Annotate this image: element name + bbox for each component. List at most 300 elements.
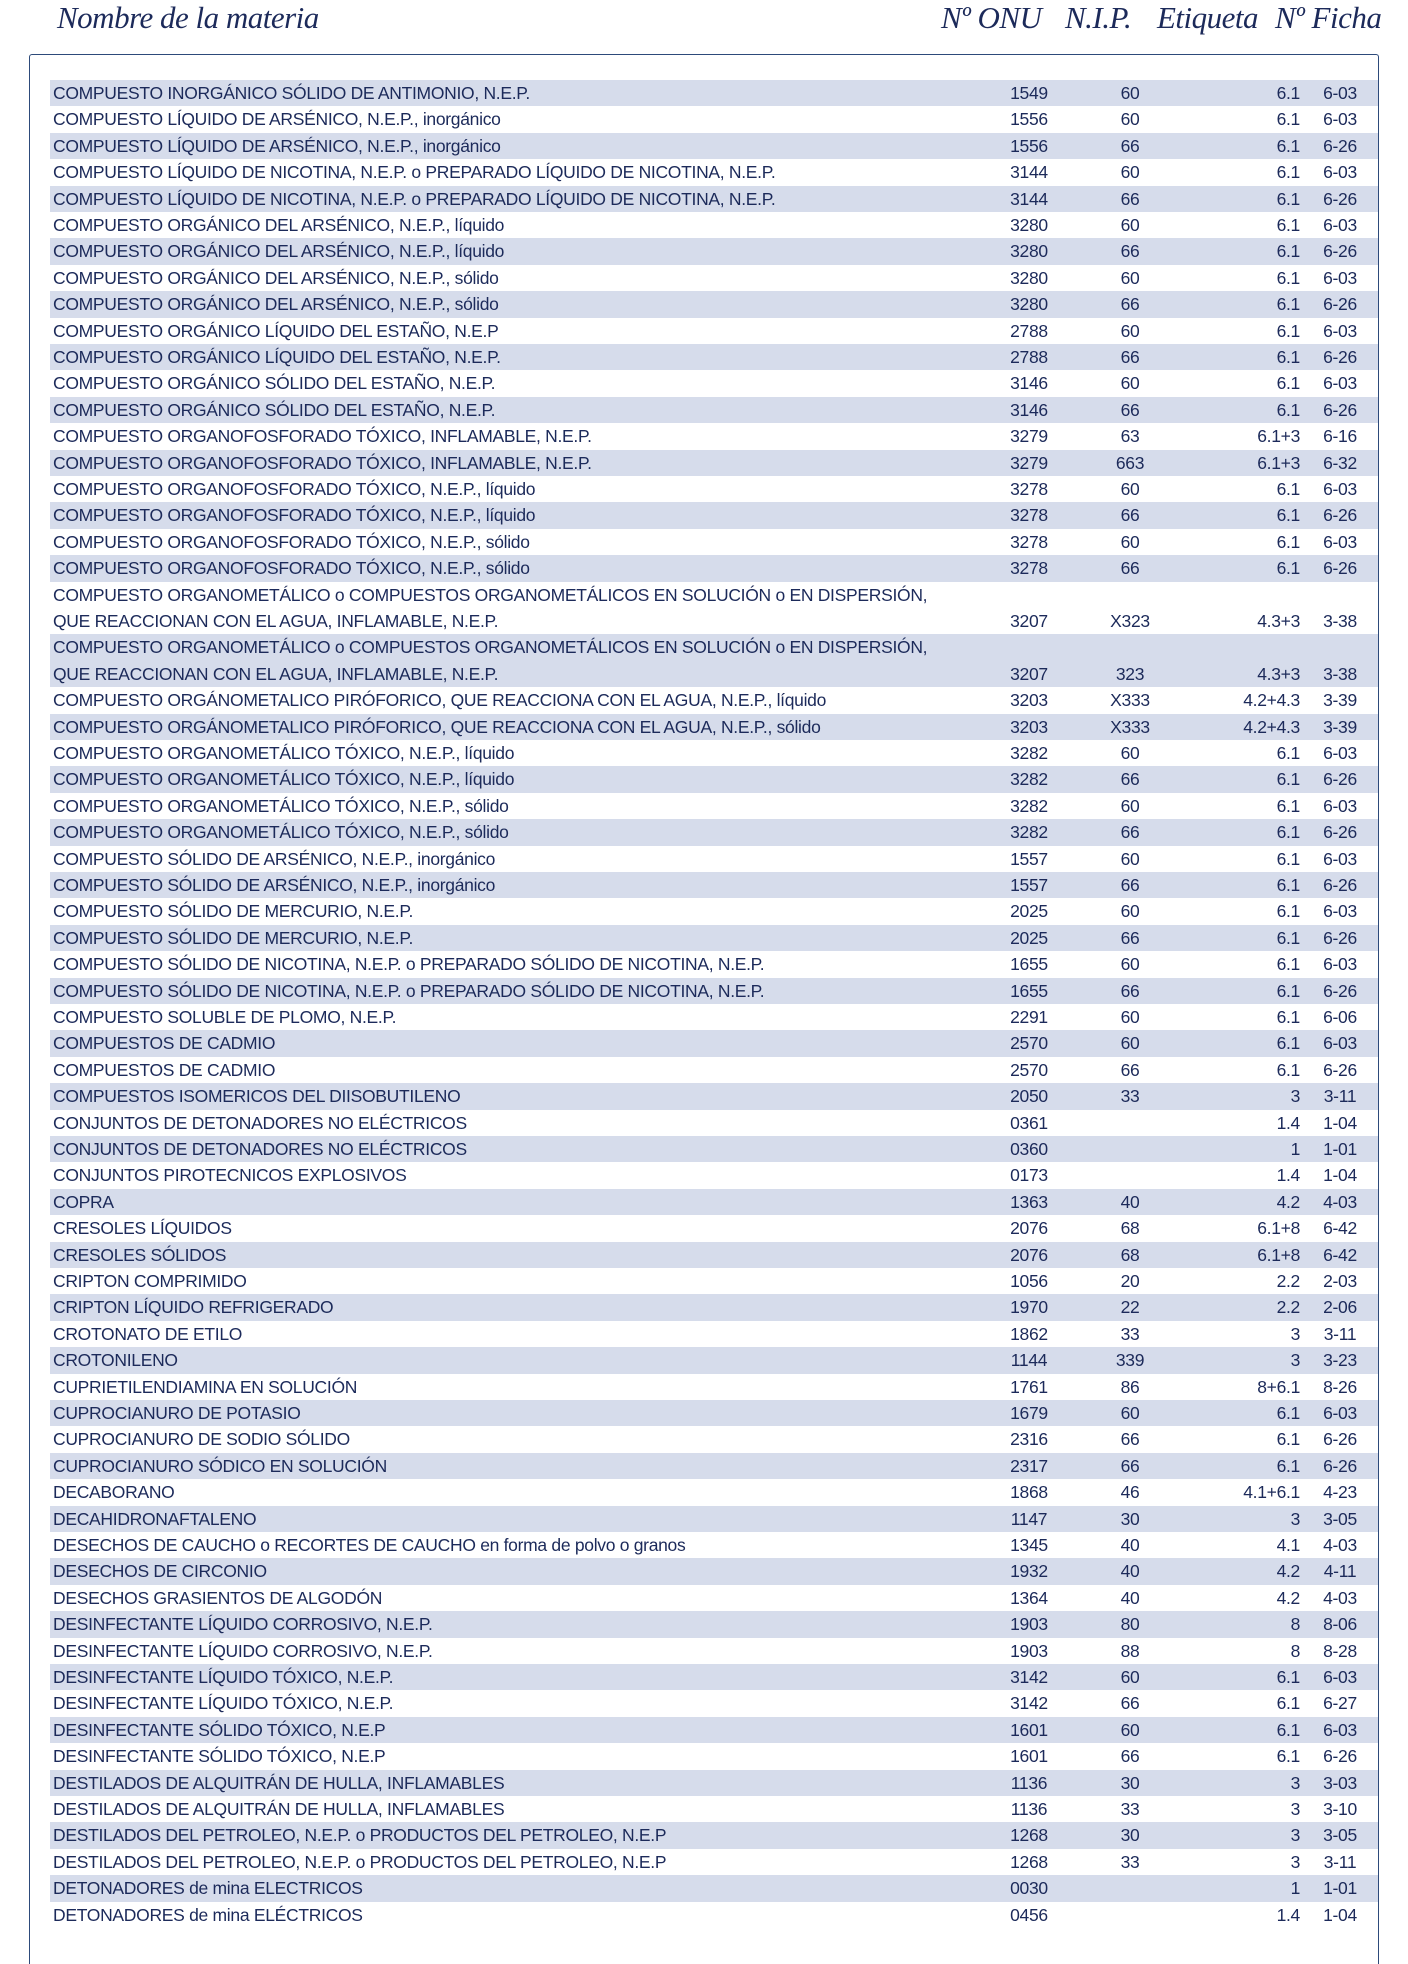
cell-name: COMPUESTO ORGANOFOSFORADO TÓXICO, N.E.P., líquido [53,479,536,499]
cell-onu: 0030 [1010,1878,1048,1899]
cell-onu: 1655 [1010,954,1048,975]
cell-onu: 1364 [1010,1587,1048,1608]
cell-etiqueta: 1.4 [1276,1165,1300,1186]
table-row [50,80,1378,106]
cell-etiqueta: 2.2 [1276,1297,1300,1318]
cell-nip: 60 [1120,162,1140,183]
cell-name: CUPRIETILENDIAMINA EN SOLUCIÓN [53,1376,358,1397]
cell-nip: 66 [1120,1746,1140,1767]
cell-etiqueta: 4.3+3 [1257,610,1300,631]
table-row [50,344,1378,370]
cell-name: DESINFECTANTE LÍQUIDO TÓXICO, N.E.P. [53,1667,394,1687]
header-name: Nombre de la materia [57,0,319,35]
cell-onu: 1549 [1010,83,1048,103]
cell-nip: 30 [1120,1825,1140,1846]
cell-etiqueta: 3 [1290,1086,1300,1107]
cell-nip: 33 [1120,1323,1140,1344]
cell-nip: 40 [1120,1561,1140,1582]
cell-ficha: 6-03 [1323,267,1357,288]
cell-ficha: 6-03 [1323,743,1357,763]
cell-ficha: 4-03 [1323,1535,1357,1555]
cell-etiqueta: 6.1 [1276,215,1300,235]
cell-ficha: 6-03 [1323,1403,1357,1423]
cell-name: COMPUESTOS DE CADMIO [53,1033,276,1054]
cell-onu: 1868 [1010,1482,1048,1503]
cell-onu: 1903 [1010,1614,1048,1635]
cell-etiqueta: 6.1 [1276,954,1300,975]
cell-name: COMPUESTO SOLUBLE DE PLOMO, N.E.P. [53,1007,397,1027]
cell-name: DESTILADOS DE ALQUITRÁN DE HULLA, INFLAMABLES [53,1799,505,1819]
cell-name: COMPUESTO SÓLIDO DE NICOTINA, N.E.P. o PREPARADO SÓLIDO DE NICOTINA, N.E.P. [53,954,765,975]
cell-onu: 3142 [1010,1667,1048,1687]
cell-etiqueta: 6.1 [1276,399,1300,420]
cell-ficha: 6-42 [1323,1244,1357,1265]
cell-ficha: 4-03 [1323,1587,1357,1608]
table-row [50,1162,1378,1188]
table-row [50,1506,1378,1532]
cell-name: COMPUESTO ORGANOMETÁLICO TÓXICO, N.E.P., sólido [53,795,509,816]
table-row [50,1453,1378,1479]
cell-onu: 3280 [1010,215,1048,235]
table-row [50,846,1378,872]
cell-nip: 86 [1120,1376,1140,1397]
cell-name: DETONADORES de mina ELÉCTRICOS [53,1904,363,1925]
cell-name: COMPUESTO ORGANOMETÁLICO TÓXICO, N.E.P., líquido [53,769,515,790]
table-row [50,687,1378,713]
cell-nip: 60 [1120,954,1140,975]
table-row [50,1347,1378,1373]
table-row [50,106,1378,132]
cell-ficha: 3-03 [1323,1772,1357,1793]
cell-onu: 2025 [1010,927,1048,948]
table-row [50,740,1378,766]
table-row [50,502,1378,528]
cell-nip: 60 [1120,1403,1140,1423]
cell-nip: 66 [1120,347,1140,367]
cell-etiqueta: 6.1 [1276,743,1300,763]
cell-etiqueta: 1.4 [1276,1904,1300,1925]
cell-nip: 60 [1120,848,1140,869]
cell-ficha: 6-03 [1323,215,1357,235]
cell-name: CUPROCIANURO DE POTASIO [53,1403,301,1423]
cell-nip: 60 [1120,83,1140,103]
cell-name: COMPUESTO ORGÁNICO SÓLIDO DEL ESTAÑO, N.E.P. [53,373,496,394]
cell-name: COMPUESTOS ISOMERICOS DEL DIISOBUTILENO [53,1086,461,1107]
cell-name: CRESOLES SÓLIDOS [53,1244,227,1265]
cell-onu: 1601 [1010,1746,1048,1767]
cell-etiqueta: 6.1 [1276,188,1300,209]
cell-name: COMPUESTO SÓLIDO DE ARSÉNICO, N.E.P., inorgánico [53,875,496,895]
cell-nip: 46 [1120,1482,1140,1503]
table-row [50,1611,1378,1637]
cell-name: DESECHOS DE CIRCONIO [53,1561,267,1582]
cell-etiqueta: 6.1 [1276,1059,1300,1080]
cell-nip: 40 [1120,1191,1140,1212]
cell-nip: 68 [1120,1244,1140,1265]
cell-onu: 1601 [1010,1719,1048,1740]
cell-ficha: 4-03 [1323,1191,1357,1212]
cell-etiqueta: 6.1+3 [1257,426,1300,447]
cell-ficha: 1-04 [1323,1904,1357,1925]
table-row [50,1110,1378,1136]
cell-etiqueta: 6.1 [1276,373,1300,394]
cell-name: COMPUESTO ORGANOFOSFORADO TÓXICO, N.E.P., líquido [53,505,536,526]
table-row [50,1189,1378,1215]
cell-etiqueta: 4.2+4.3 [1243,690,1300,711]
cell-name: CRIPTON COMPRIMIDO [53,1271,247,1291]
cell-nip: 33 [1120,1851,1140,1872]
cell-onu: 1970 [1010,1297,1048,1318]
cell-nip: 60 [1120,109,1140,130]
cell-onu: 3279 [1010,452,1048,473]
cell-onu: 3282 [1010,743,1048,763]
cell-nip: 60 [1120,743,1140,763]
cell-etiqueta: 6.1 [1276,347,1300,367]
cell-ficha: 6-03 [1323,901,1357,922]
cell-onu: 3280 [1010,294,1048,315]
cell-ficha: 6-26 [1323,347,1357,367]
cell-nip: 40 [1120,1587,1140,1608]
table-header [0,0,1408,44]
cell-ficha: 6-03 [1323,795,1357,816]
cell-onu: 1679 [1010,1403,1048,1423]
cell-nip: 60 [1120,320,1140,341]
cell-name: COMPUESTO ORGANOFOSFORADO TÓXICO, INFLAMABLE, N.E.P. [53,452,592,473]
cell-nip: 60 [1120,1719,1140,1740]
table-row [50,318,1378,344]
table-row [50,925,1378,951]
cell-name: COMPUESTO ORGÁNICO DEL ARSÉNICO, N.E.P., sólido [53,294,499,315]
table-row [50,450,1378,476]
cell-nip: 66 [1120,241,1140,262]
cell-nip: 60 [1120,531,1140,552]
header-onu: Nº ONU [941,0,1042,35]
cell-ficha: 3-39 [1323,716,1357,737]
cell-nip: 66 [1120,1059,1140,1080]
cell-etiqueta: 6.1 [1276,558,1300,579]
table-row [50,1083,1378,1109]
cell-ficha: 6-03 [1323,848,1357,869]
cell-ficha: 6-03 [1323,109,1357,130]
table-row [50,898,1378,924]
table-row [50,212,1378,238]
cell-onu: 2316 [1010,1429,1048,1450]
cell-ficha: 3-11 [1323,1086,1357,1107]
cell-etiqueta: 6.1 [1276,875,1300,895]
cell-name: COMPUESTO INORGÁNICO SÓLIDO DE ANTIMONIO, N.E.P. [53,83,530,103]
cell-nip: 66 [1120,927,1140,948]
cell-etiqueta: 3 [1290,1508,1300,1529]
cell-onu: 1556 [1010,109,1048,130]
table-row [50,265,1378,291]
cell-nip: 40 [1120,1535,1140,1555]
cell-name: COMPUESTO ORGANOFOSFORADO TÓXICO, N.E.P., sólido [53,531,530,552]
cell-name: DESINFECTANTE LÍQUIDO TÓXICO, N.E.P. [53,1693,394,1714]
cell-nip: 60 [1120,373,1140,394]
cell-name: COPRA [53,1191,114,1212]
cell-onu: 3207 [1010,663,1048,684]
cell-nip: 66 [1120,822,1140,843]
cell-ficha: 6-26 [1323,875,1357,895]
cell-ficha: 6-26 [1323,927,1357,948]
table-row [50,1321,1378,1347]
cell-ficha: 6-03 [1323,531,1357,552]
cell-ficha: 1-01 [1323,1878,1357,1899]
cell-etiqueta: 4.2 [1276,1561,1300,1582]
cell-name: CONJUNTOS DE DETONADORES NO ELÉCTRICOS [53,1112,467,1133]
cell-ficha: 6-03 [1323,1033,1357,1054]
cell-onu: 3282 [1010,769,1048,790]
cell-etiqueta: 3 [1290,1323,1300,1344]
cell-onu: 2076 [1010,1218,1048,1239]
cell-etiqueta: 6.1+3 [1257,452,1300,473]
cell-ficha: 3-39 [1323,690,1357,711]
cell-name: DECABORANO [53,1482,175,1503]
cell-etiqueta: 6.1 [1276,531,1300,552]
cell-ficha: 6-03 [1323,83,1357,103]
cell-onu: 1363 [1010,1191,1048,1212]
cell-etiqueta: 6.1 [1276,769,1300,790]
cell-onu: 2570 [1010,1033,1048,1054]
table-row [50,1268,1378,1294]
cell-name: COMPUESTOS DE CADMIO [53,1059,276,1080]
cell-onu: 3203 [1010,716,1048,737]
cell-onu: 3144 [1010,162,1048,183]
table-row [50,133,1378,159]
cell-etiqueta: 1.4 [1276,1112,1300,1133]
cell-nip: 60 [1120,267,1140,288]
table-row [50,1479,1378,1505]
cell-onu: 3278 [1010,479,1048,499]
cell-onu: 1144 [1010,1350,1048,1371]
cell-ficha: 1-04 [1323,1112,1357,1133]
cell-onu: 1556 [1010,135,1048,156]
cell-etiqueta: 6.1 [1276,795,1300,816]
cell-nip: 66 [1120,188,1140,209]
cell-name: COMPUESTO LÍQUIDO DE NICOTINA, N.E.P. o PREPARADO LÍQUIDO DE NICOTINA, N.E.P. [53,188,776,209]
cell-name: DESINFECTANTE LÍQUIDO CORROSIVO, N.E.P. [53,1640,433,1661]
cell-name: CUPROCIANURO DE SODIO SÓLIDO [53,1429,350,1450]
table-row [50,1743,1378,1769]
cell-ficha: 6-26 [1323,241,1357,262]
cell-nip: 66 [1120,135,1140,156]
cell-nip: 66 [1120,980,1140,1001]
table-row [50,291,1378,317]
cell-ficha: 2-06 [1323,1297,1357,1318]
cell-nip: 22 [1120,1297,1140,1318]
cell-ficha: 6-42 [1323,1218,1357,1239]
cell-ficha: 4-23 [1323,1482,1357,1503]
cell-name: COMPUESTO ORGÁNICO DEL ARSÉNICO, N.E.P., líquido [53,215,505,235]
cell-ficha: 2-03 [1323,1271,1357,1291]
cell-name: COMPUESTO ORGANOFOSFORADO TÓXICO, N.E.P., sólido [53,558,530,579]
table-row [50,1030,1378,1056]
table-row [50,1057,1378,1083]
table-row [50,1585,1378,1611]
table-row [50,1558,1378,1584]
cell-name: DESECHOS DE CAUCHO o RECORTES DE CAUCHO en forma de polvo o granos [53,1535,686,1555]
cell-onu: 2050 [1010,1086,1048,1107]
table-row [50,159,1378,185]
cell-etiqueta: 6.1 [1276,1455,1300,1476]
cell-ficha: 8-28 [1323,1640,1357,1661]
cell-etiqueta: 6.1 [1276,848,1300,869]
cell-nip: 60 [1120,901,1140,922]
cell-nip: X333 [1110,716,1150,737]
cell-ficha: 6-26 [1323,399,1357,420]
table-row [50,634,1378,687]
cell-onu: 2570 [1010,1059,1048,1080]
cell-name: COMPUESTO ORGANOMETÁLICO o COMPUESTOS ORGANOMETÁLICOS EN SOLUCIÓN o EN DISPERSIÓN, QUE REACCIONAN CON EL AGUA, INFLAMABLE, N.E.P. [53,584,928,631]
table-row [50,238,1378,264]
cell-onu: 2291 [1010,1007,1048,1027]
cell-ficha: 6-26 [1323,980,1357,1001]
cell-name: COMPUESTO ORGÁNICO LÍQUIDO DEL ESTAÑO, N.E.P. [53,347,501,367]
table-row [50,1374,1378,1400]
cell-etiqueta: 8 [1290,1614,1300,1635]
table-row [50,582,1378,635]
cell-onu: 1655 [1010,980,1048,1001]
cell-etiqueta: 8 [1290,1640,1300,1661]
cell-onu: 1862 [1010,1323,1048,1344]
cell-name: CRIPTON LÍQUIDO REFRIGERADO [53,1297,334,1318]
cell-etiqueta: 8+6.1 [1257,1376,1300,1397]
cell-onu: 2788 [1010,320,1048,341]
cell-etiqueta: 6.1 [1276,1667,1300,1687]
cell-name: COMPUESTO ORGANOMETÁLICO TÓXICO, N.E.P., sólido [53,822,509,843]
table-row [50,872,1378,898]
cell-etiqueta: 3 [1290,1799,1300,1819]
cell-etiqueta: 4.2 [1276,1587,1300,1608]
cell-nip: 20 [1120,1271,1140,1291]
cell-ficha: 3-11 [1323,1851,1357,1872]
table-row [50,714,1378,740]
cell-etiqueta: 6.1 [1276,901,1300,922]
cell-etiqueta: 3 [1290,1825,1300,1846]
cell-name: DESTILADOS DEL PETROLEO, N.E.P. o PRODUCTOS DEL PETROLEO, N.E.P [53,1851,667,1872]
cell-ficha: 6-06 [1323,1007,1357,1027]
cell-nip: 63 [1120,426,1140,447]
cell-nip: 339 [1115,1350,1145,1371]
cell-ficha: 6-26 [1323,505,1357,526]
cell-name: COMPUESTO LÍQUIDO DE ARSÉNICO, N.E.P., inorgánico [53,109,501,130]
cell-ficha: 4-11 [1323,1561,1357,1582]
cell-onu: 3203 [1010,690,1048,711]
table-row [50,1690,1378,1716]
cell-onu: 3144 [1010,188,1048,209]
cell-ficha: 6-26 [1323,1746,1357,1767]
cell-name: COMPUESTO ORGANOMETÁLICO TÓXICO, N.E.P., líquido [53,743,515,763]
cell-nip: 66 [1120,1693,1140,1714]
cell-nip: 66 [1120,1455,1140,1476]
cell-etiqueta: 6.1 [1276,479,1300,499]
cell-onu: 1557 [1010,848,1048,869]
cell-etiqueta: 6.1 [1276,267,1300,288]
cell-ficha: 6-03 [1323,479,1357,499]
table-row [50,1822,1378,1848]
cell-ficha: 3-38 [1323,663,1357,684]
table-row [50,1294,1378,1320]
cell-onu: 3278 [1010,558,1048,579]
cell-ficha: 6-26 [1323,188,1357,209]
cell-nip: 60 [1120,795,1140,816]
cell-name: DESINFECTANTE LÍQUIDO CORROSIVO, N.E.P. [53,1614,433,1635]
cell-etiqueta: 6.1 [1276,1429,1300,1450]
cell-ficha: 6-26 [1323,294,1357,315]
cell-name: COMPUESTO SÓLIDO DE NICOTINA, N.E.P. o PREPARADO SÓLIDO DE NICOTINA, N.E.P. [53,980,765,1001]
cell-onu: 1056 [1010,1271,1048,1291]
cell-onu: 3280 [1010,241,1048,262]
cell-ficha: 1-04 [1323,1165,1357,1186]
cell-name: CONJUNTOS DE DETONADORES NO ELÉCTRICOS [53,1139,467,1159]
cell-etiqueta: 6.1+8 [1257,1244,1300,1265]
table-row [50,1849,1378,1875]
table-row [50,397,1378,423]
cell-name: DESTILADOS DEL PETROLEO, N.E.P. o PRODUCTOS DEL PETROLEO, N.E.P [53,1825,667,1846]
cell-name: CRESOLES LÍQUIDOS [53,1218,232,1239]
cell-ficha: 6-26 [1323,822,1357,843]
cell-name: COMPUESTO ORGÁNOMETALICO PIRÓFORICO, QUE REACCIONA CON EL AGUA, N.E.P., líquido [53,690,827,711]
cell-etiqueta: 3 [1290,1851,1300,1872]
cell-name: DESECHOS GRASIENTOS DE ALGODÓN [53,1587,383,1608]
table-row [50,1902,1378,1928]
cell-ficha: 6-32 [1323,452,1357,473]
cell-onu: 3282 [1010,822,1048,843]
cell-onu: 3279 [1010,426,1048,447]
cell-nip: 68 [1120,1218,1140,1239]
cell-name: COMPUESTO LÍQUIDO DE ARSÉNICO, N.E.P., inorgánico [53,135,501,156]
cell-ficha: 3-05 [1323,1825,1357,1846]
cell-onu: 0173 [1010,1165,1048,1186]
table-row [50,1638,1378,1664]
cell-etiqueta: 6.1 [1276,294,1300,315]
cell-onu: 3146 [1010,373,1048,394]
cell-name: CONJUNTOS PIROTECNICOS EXPLOSIVOS [53,1165,407,1186]
cell-ficha: 6-26 [1323,769,1357,790]
cell-etiqueta: 6.1 [1276,1007,1300,1027]
cell-name: DESTILADOS DE ALQUITRÁN DE HULLA, INFLAMABLES [53,1772,505,1793]
cell-etiqueta: 3 [1290,1772,1300,1793]
cell-etiqueta: 4.3+3 [1257,663,1300,684]
cell-ficha: 3-10 [1323,1799,1357,1819]
cell-etiqueta: 1 [1290,1139,1300,1159]
cell-ficha: 6-03 [1323,373,1357,394]
cell-ficha: 3-38 [1323,610,1357,631]
table-row [50,1532,1378,1558]
table-row [50,1717,1378,1743]
cell-etiqueta: 6.1 [1276,162,1300,183]
cell-name: DESINFECTANTE SÓLIDO TÓXICO, N.E.P [53,1719,386,1740]
cell-nip: 66 [1120,769,1140,790]
table-row [50,1400,1378,1426]
table-row [50,1796,1378,1822]
cell-onu: 3280 [1010,267,1048,288]
table-row [50,529,1378,555]
table-row [50,1004,1378,1030]
table-row [50,1242,1378,1268]
cell-ficha: 6-26 [1323,135,1357,156]
table-row [50,1875,1378,1901]
table-row [50,1770,1378,1796]
cell-nip: X323 [1110,610,1150,631]
cell-onu: 3207 [1010,610,1048,631]
cell-ficha: 3-11 [1323,1323,1357,1344]
cell-nip: 30 [1120,1772,1140,1793]
cell-name: COMPUESTO SÓLIDO DE MERCURIO, N.E.P. [53,901,414,922]
cell-name: COMPUESTO SÓLIDO DE MERCURIO, N.E.P. [53,927,414,948]
cell-name: COMPUESTO ORGÁNICO LÍQUIDO DEL ESTAÑO, N.E.P [53,320,499,341]
cell-nip: 66 [1120,505,1140,526]
